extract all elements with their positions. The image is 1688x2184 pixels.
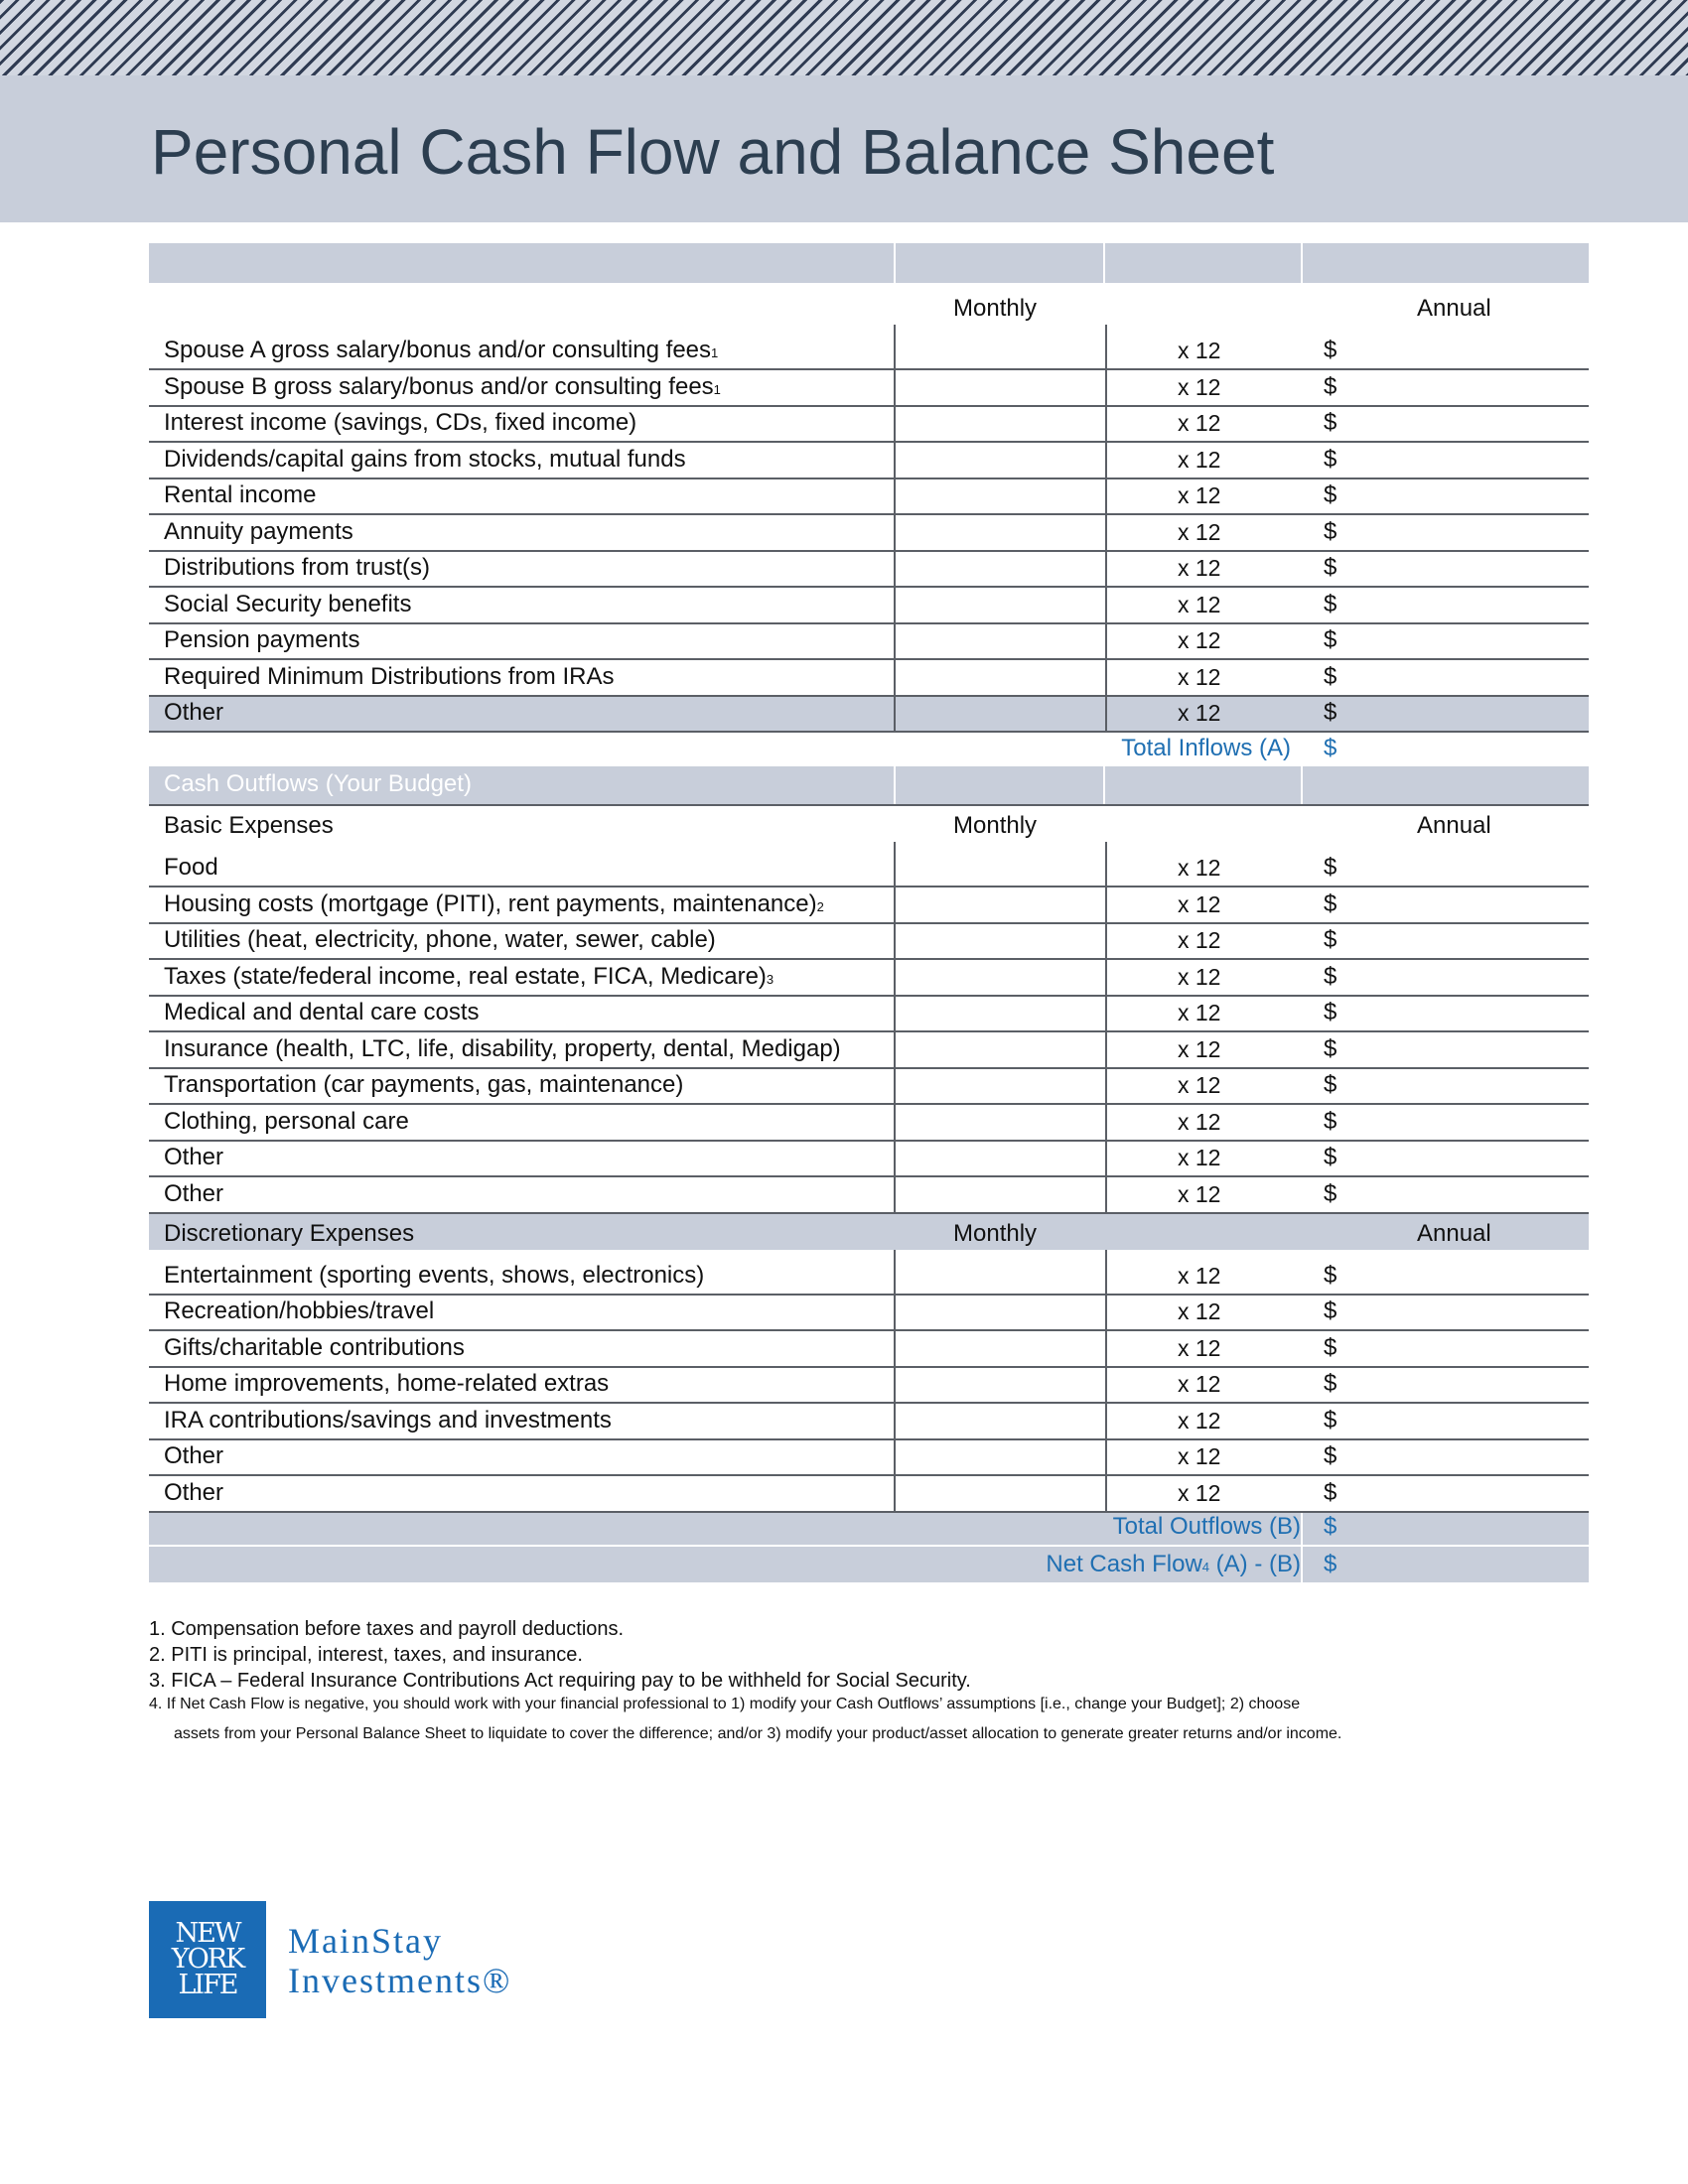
monthly-amount-field[interactable] — [894, 1476, 1107, 1511]
multiplier-label: x 12 — [1178, 700, 1221, 726]
annual-column-label: Annual — [1417, 1219, 1491, 1247]
inflows-section-header — [149, 243, 1589, 283]
footnote-4-continued: assets from your Personal Balance Sheet to liquidate to cover the difference; and/or 3) modify your product/asset allocation to generate greater returns and/or income. — [174, 1725, 1342, 1742]
multiplier-label: x 12 — [1178, 338, 1221, 363]
basic-expense-row-label: Insurance (health, LTC, life, disability, property, dental, Medigap) — [164, 1034, 841, 1062]
annual-amount-field[interactable]: $ — [1324, 1107, 1337, 1135]
new-york-life-logo: NEW YORK LIFE — [149, 1901, 266, 2018]
basic-expense-row — [149, 1105, 1589, 1142]
multiplier-label: x 12 — [1178, 963, 1221, 990]
discretionary-expense-row — [149, 1476, 1589, 1513]
basic-expense-row-label: Transportation (car payments, gas, maintenance) — [164, 1071, 684, 1098]
inflow-row-label: Rental income — [164, 481, 317, 508]
multiplier-label: x 12 — [1178, 627, 1221, 653]
basic-expense-row — [149, 1177, 1589, 1214]
multiplier-label: x 12 — [1178, 1000, 1221, 1025]
inflow-row-label: Other — [164, 699, 224, 726]
monthly-amount-field[interactable] — [894, 370, 1107, 405]
monthly-amount-field[interactable] — [894, 1368, 1107, 1403]
basic-expense-row — [149, 1069, 1589, 1106]
annual-amount-field[interactable]: $ — [1324, 1297, 1337, 1324]
basic-expense-row-label: Clothing, personal care — [164, 1107, 409, 1135]
monthly-amount-field[interactable] — [894, 1250, 1107, 1294]
annual-amount-field[interactable]: $ — [1324, 1478, 1337, 1506]
inflow-row — [149, 325, 1589, 370]
multiplier-label: x 12 — [1178, 591, 1221, 617]
annual-column-label: Annual — [1417, 295, 1491, 322]
annual-amount-field[interactable]: $ — [1324, 662, 1337, 690]
basic-expense-row — [149, 887, 1589, 924]
annual-amount-field[interactable]: $ — [1324, 626, 1337, 653]
annual-amount-field[interactable]: $ — [1324, 699, 1337, 726]
inflow-row — [149, 370, 1589, 407]
inflows-section-label: Cash Inflows (Your Income) — [164, 249, 456, 276]
total-outflows-row — [149, 1513, 1589, 1547]
monthly-amount-field[interactable] — [894, 1331, 1107, 1366]
discretionary-expense-row-label: Recreation/hobbies/travel — [164, 1297, 435, 1324]
inflow-row-label: Spouse A gross salary/bonus and/or consulting fees1 — [164, 337, 719, 363]
multiplier-label: x 12 — [1178, 1180, 1221, 1207]
basic-expense-row-label: Other — [164, 1179, 224, 1207]
annual-amount-field[interactable]: $ — [1324, 1333, 1337, 1361]
multiplier-label: x 12 — [1178, 1371, 1221, 1397]
total-outflows-label: Total Outflows (B) — [1112, 1512, 1301, 1540]
inflow-rows — [149, 325, 1589, 733]
discretionary-expense-row — [149, 1440, 1589, 1477]
multiplier-label: x 12 — [1178, 482, 1221, 508]
multiplier-label: x 12 — [1178, 1479, 1221, 1506]
multiplier-label: x 12 — [1178, 1035, 1221, 1062]
inflow-row — [149, 697, 1589, 734]
discretionary-expense-row-label: Entertainment (sporting events, shows, electronics) — [164, 1261, 705, 1289]
mainstay-investments-wordmark: MainStay Investments® — [288, 1921, 512, 2000]
basic-expense-row — [149, 997, 1589, 1033]
monthly-column-label: Monthly — [953, 812, 1038, 839]
multiplier-label: x 12 — [1178, 1443, 1221, 1469]
basic-expense-row — [149, 1032, 1589, 1069]
annual-amount-field[interactable]: $ — [1324, 1261, 1337, 1289]
net-cash-flow-row — [149, 1547, 1589, 1584]
monthly-amount-field[interactable] — [894, 660, 1107, 695]
annual-amount-field[interactable]: $ — [1324, 517, 1337, 545]
footnote-2: 2. PITI is principal, interest, taxes, and insurance. — [149, 1644, 583, 1666]
outflows-section-header — [149, 766, 1589, 804]
monthly-amount-field[interactable] — [894, 1177, 1107, 1212]
monthly-amount-field[interactable] — [894, 924, 1107, 959]
monthly-column-label: Monthly — [953, 295, 1038, 322]
discretionary-expense-row-label: Gifts/charitable contributions — [164, 1333, 465, 1361]
discretionary-expense-rows — [149, 1250, 1589, 1513]
annual-amount-field[interactable]: $ — [1324, 1034, 1337, 1062]
monthly-amount-field[interactable] — [894, 515, 1107, 550]
basic-expense-row — [149, 924, 1589, 961]
basic-expense-row-label: Taxes (state/federal income, real estate, FICA, Medicare)3 — [164, 962, 774, 990]
basic-expense-row-label: Other — [164, 1144, 224, 1170]
discretionary-expense-row — [149, 1368, 1589, 1405]
monthly-amount-field[interactable] — [894, 1440, 1107, 1475]
basic-expense-row — [149, 842, 1589, 887]
annual-amount-field[interactable]: $ — [1324, 1370, 1337, 1397]
multiplier-label: x 12 — [1178, 1108, 1221, 1135]
monthly-amount-field[interactable] — [894, 588, 1107, 622]
monthly-amount-field[interactable] — [894, 407, 1107, 442]
multiplier-label: x 12 — [1178, 927, 1221, 953]
monthly-amount-field[interactable] — [894, 1032, 1107, 1067]
monthly-amount-field[interactable] — [894, 960, 1107, 995]
multiplier-label: x 12 — [1178, 1298, 1221, 1324]
annual-amount-field[interactable]: $ — [1324, 999, 1337, 1025]
annual-amount-field[interactable]: $ — [1324, 1144, 1337, 1170]
footnote-4: 4. If Net Cash Flow is negative, you should work with your financial professional to 1) modify your Cash Outflows’ assumptions [i.e., change your Budget]; 2) choose — [149, 1696, 1301, 1712]
multiplier-label: x 12 — [1178, 663, 1221, 690]
inflow-row — [149, 479, 1589, 516]
basic-expense-row-label: Food — [164, 854, 218, 881]
multiplier-label: x 12 — [1178, 890, 1221, 917]
page-title: Personal Cash Flow and Balance Sheet — [151, 116, 1275, 188]
multiplier-label: x 12 — [1178, 518, 1221, 545]
monthly-amount-field[interactable] — [894, 552, 1107, 587]
annual-amount-field[interactable]: $ — [1324, 1071, 1337, 1098]
inflow-row-label: Spouse B gross salary/bonus and/or consulting fees1 — [164, 372, 721, 400]
monthly-amount-field[interactable] — [894, 1105, 1107, 1140]
inflow-row — [149, 515, 1589, 552]
discretionary-expense-row — [149, 1296, 1589, 1332]
discretionary-expense-row — [149, 1404, 1589, 1440]
basic-expense-row — [149, 1142, 1589, 1178]
monthly-amount-field[interactable] — [894, 1069, 1107, 1104]
footnote-3: 3. FICA – Federal Insurance Contributions Act requiring pay to be withheld for Social Security. — [149, 1670, 971, 1692]
monthly-amount-field[interactable] — [894, 479, 1107, 514]
annual-amount-field[interactable]: $ — [1324, 590, 1337, 617]
cash-flow-sheet — [149, 243, 1589, 1584]
annual-amount-field[interactable]: $ — [1324, 409, 1337, 436]
monthly-amount-field[interactable] — [894, 443, 1107, 478]
decorative-hatch-band — [0, 0, 1688, 75]
inflow-row — [149, 443, 1589, 479]
annual-amount-field[interactable]: $ — [1324, 889, 1337, 917]
monthly-amount-field[interactable] — [894, 325, 1107, 368]
basic-expense-row — [149, 960, 1589, 997]
monthly-amount-field[interactable] — [894, 697, 1107, 732]
inflow-row-label: Pension payments — [164, 626, 360, 653]
inflow-row-label: Dividends/capital gains from stocks, mutual funds — [164, 445, 686, 473]
annual-amount-field[interactable]: $ — [1324, 481, 1337, 508]
multiplier-label: x 12 — [1178, 1407, 1221, 1433]
footnotes — [149, 1616, 1589, 1745]
inflow-row-label: Annuity payments — [164, 517, 353, 545]
inflow-row-label: Required Minimum Distributions from IRAs — [164, 662, 615, 690]
discretionary-expense-row-label: IRA contributions/savings and investments — [164, 1406, 612, 1433]
total-inflows-label: Total Inflows (A) — [1121, 735, 1291, 761]
total-outflows-currency: $ — [1324, 1512, 1337, 1540]
multiplier-label: x 12 — [1178, 1334, 1221, 1361]
net-cash-flow-currency: $ — [1324, 1550, 1337, 1577]
annual-amount-field[interactable]: $ — [1324, 962, 1337, 990]
discretionary-expenses-label: Discretionary Expenses — [164, 1219, 415, 1247]
annual-amount-field[interactable]: $ — [1324, 554, 1337, 581]
discretionary-expense-row — [149, 1331, 1589, 1368]
footnote-1: 1. Compensation before taxes and payroll deductions. — [149, 1618, 625, 1640]
discretionary-expenses-header — [149, 1214, 1589, 1250]
annual-column-label: Annual — [1417, 812, 1491, 839]
inflow-row — [149, 624, 1589, 661]
monthly-amount-field[interactable] — [894, 842, 1107, 886]
annual-amount-field[interactable]: $ — [1324, 1406, 1337, 1433]
monthly-column-label: Monthly — [953, 1219, 1038, 1247]
inflow-row-label: Interest income (savings, CDs, fixed income) — [164, 409, 637, 436]
basic-expenses-label: Basic Expenses — [164, 812, 334, 839]
annual-amount-field[interactable]: $ — [1324, 926, 1337, 953]
inflow-row — [149, 407, 1589, 444]
monthly-amount-field[interactable] — [894, 1296, 1107, 1330]
annual-amount-field[interactable]: $ — [1324, 372, 1337, 400]
basic-expense-row-label: Housing costs (mortgage (PITI), rent payments, maintenance)2 — [164, 889, 824, 917]
multiplier-label: x 12 — [1178, 446, 1221, 473]
net-cash-flow-label: Net Cash Flow4 (A) - (B) — [1046, 1550, 1301, 1577]
outflows-section-label: Cash Outflows (Your Budget) — [164, 770, 472, 797]
discretionary-expense-row-label: Other — [164, 1478, 224, 1506]
basic-expense-row-label: Medical and dental care costs — [164, 999, 480, 1025]
discretionary-expense-row-label: Home improvements, home-related extras — [164, 1370, 610, 1397]
multiplier-label: x 12 — [1178, 1072, 1221, 1098]
monthly-amount-field[interactable] — [894, 624, 1107, 659]
annual-amount-field[interactable]: $ — [1324, 1442, 1337, 1469]
monthly-amount-field[interactable] — [894, 887, 1107, 922]
annual-amount-field[interactable]: $ — [1324, 1179, 1337, 1207]
monthly-amount-field[interactable] — [894, 997, 1107, 1031]
multiplier-label: x 12 — [1178, 373, 1221, 400]
basic-expenses-header — [149, 804, 1589, 842]
basic-expense-row-label: Utilities (heat, electricity, phone, water, sewer, cable) — [164, 926, 716, 953]
multiplier-label: x 12 — [1178, 410, 1221, 436]
discretionary-expense-row — [149, 1250, 1589, 1296]
multiplier-label: x 12 — [1178, 555, 1221, 581]
discretionary-expense-row-label: Other — [164, 1442, 224, 1469]
monthly-amount-field[interactable] — [894, 1142, 1107, 1176]
total-inflows-row — [149, 733, 1589, 766]
inflow-row-label: Distributions from trust(s) — [164, 554, 431, 581]
multiplier-label: x 12 — [1178, 1262, 1221, 1289]
multiplier-label: x 12 — [1178, 855, 1221, 881]
multiplier-label: x 12 — [1178, 1145, 1221, 1170]
inflow-row-label: Social Security benefits — [164, 590, 412, 617]
annual-amount-field[interactable]: $ — [1324, 337, 1337, 363]
inflow-row — [149, 660, 1589, 697]
monthly-amount-field[interactable] — [894, 1404, 1107, 1438]
inflow-row — [149, 552, 1589, 589]
annual-amount-field[interactable]: $ — [1324, 854, 1337, 881]
basic-expense-rows — [149, 842, 1589, 1214]
total-inflows-currency: $ — [1324, 735, 1337, 761]
annual-amount-field[interactable]: $ — [1324, 445, 1337, 473]
inflow-row — [149, 588, 1589, 624]
inflows-column-header — [149, 283, 1589, 325]
